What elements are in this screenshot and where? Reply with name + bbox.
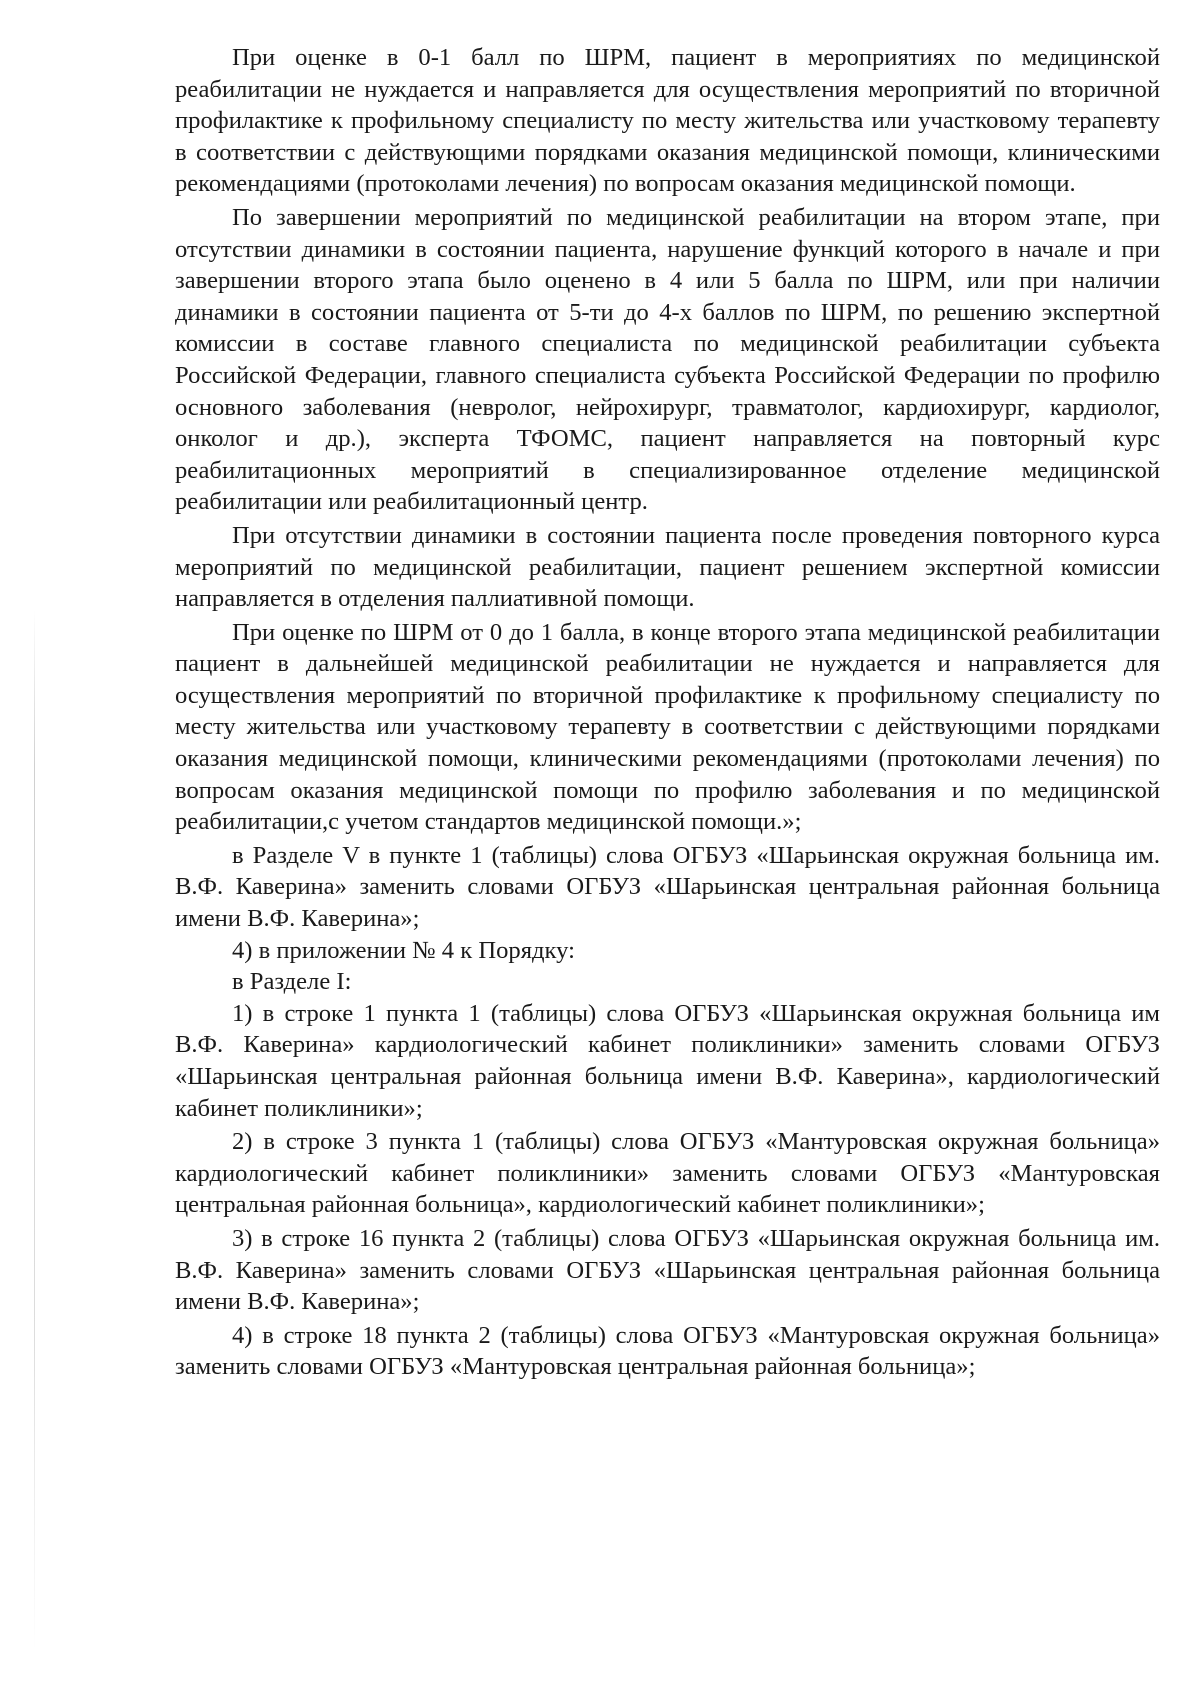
document-body (175, 42, 1160, 1385)
paragraph-no-dynamics-palliative: При отсутствии динамики в состоянии пациента после проведения повторного курса мероприятий по медицинской реабилитации, пациент решением экспертной комиссии направляется в отделения паллиативной помощи. (175, 521, 1160, 613)
paragraph-item-4: 4) в строке 18 пункта 2 (таблицы) слова ОГБУЗ «Мантуровская окружная больница» заменить словами ОГБУЗ «Мантуровская центральная районная больница»; (175, 1321, 1160, 1381)
paragraph-second-stage-completion: По завершении мероприятий по медицинской реабилитации на втором этапе, при отсутствии динамики в состоянии пациента, нарушение функций которого в начале и при завершении второго этапа было оценено в 4 или 5 балла по ШРМ, или при наличии динамики в состоянии пациента от 5-ти до 4-х баллов по ШРМ, по решению экспертной комиссии в составе главного специалиста по медицинской реабилитации субъекта Российской Федерации, главного специалиста субъекта Российской Федерации по профилю основного заболевания (невролог, нейрохирург, травматолог, кардиохирург, кардиолог, онколог и др.), эксперта ТФОМС, пациент направляется на повторный курс реабилитационных мероприятий в специализированное отделение медицинской реабилитации или реабилитационный центр. (175, 203, 1160, 516)
paragraph-appendix-4: 4) в приложении № 4 к Порядку: (232, 936, 575, 964)
paragraph-section-v: в Разделе V в пункте 1 (таблицы) слова ОГБУЗ «Шарьинская окружная больница им. В.Ф. Каверина» заменить словами ОГБУЗ «Шарьинская центральная районная больница имени В.Ф. Каверина»; (175, 841, 1160, 933)
paragraph-shrm-0-1: При оценке в 0-1 балл по ШРМ, пациент в мероприятиях по медицинской реабилитации не нуждается и направляется для осуществления мероприятий по вторичной профилактике к профильному специалисту по месту жительства или участковому терапевту в соответствии с действующими порядками оказания медицинской помощи, клиническими рекомендациями (протоколами лечения) по вопросам оказания медицинской помощи. (175, 44, 1160, 198)
paragraph-item-3: 3) в строке 16 пункта 2 (таблицы) слова ОГБУЗ «Шарьинская окружная больница им. В.Ф. Каверина» заменить словами ОГБУЗ «Шарьинская центральная районная больница имени В.Ф. Каверина»; (175, 1224, 1160, 1316)
paragraph-shrm-0-1-end-of-stage: При оценке по ШРМ от 0 до 1 балла, в конце второго этапа медицинской реабилитации пациент в дальнейшей медицинской реабилитации не нуждается и направляется для осуществления мероприятий по вторичной профилактике к профильному специалисту по месту жительства или участковому терапевту в соответствии с действующими порядками оказания медицинской помощи, клиническими рекомендациями (протоколами лечения) по вопросам оказания медицинской помощи по профилю заболевания и по медицинской реабилитации,с учетом стандартов медицинской помощи.»; (175, 618, 1160, 836)
paragraph-item-2: 2) в строке 3 пункта 1 (таблицы) слова ОГБУЗ «Мантуровская окружная больница» кардиологический кабинет поликлиники» заменить словами ОГБУЗ «Мантуровская центральная районная больница», кардиологический кабинет поликлиники»; (175, 1128, 1160, 1219)
paragraph-item-1: 1) в строке 1 пункта 1 (таблицы) слова ОГБУЗ «Шарьинская окружная больница им В.Ф. Каверина» кардиологический кабинет поликлиники» заменить словами ОГБУЗ «Шарьинская центральная районная больница имени В.Ф. Каверина», кардиологический кабинет поликлиники»; (175, 999, 1160, 1122)
scan-edge-line (34, 610, 35, 1650)
paragraph-section-i: в Разделе I: (232, 968, 352, 996)
